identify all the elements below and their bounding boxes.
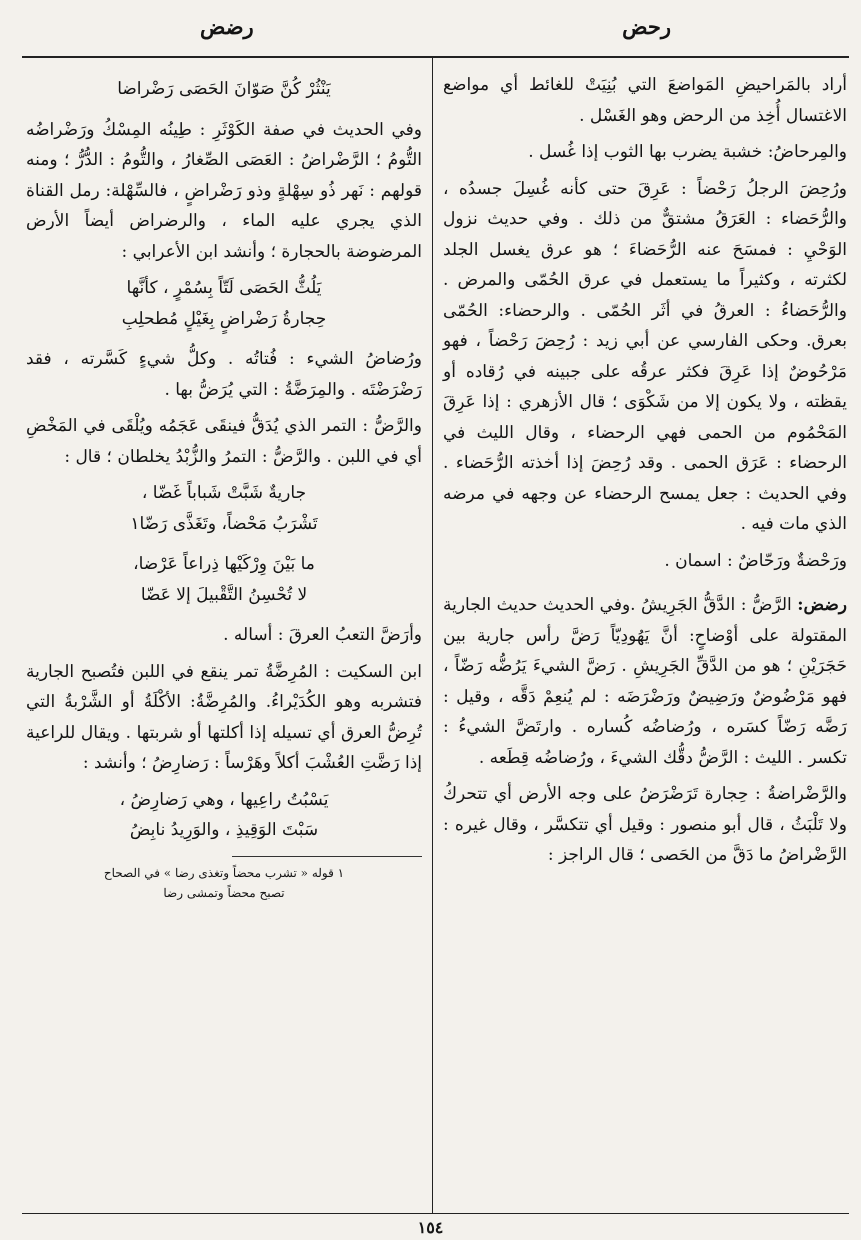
- paragraph: والرَّضُّ : التمر الذي يُدَقُّ فينقَى عَجَمُه ويُلْقَى في المَخْضِ أي في اللبن . والرَّضُّ : التمرُ والزُّبْدُ يخلطان ؛ قال :: [26, 416, 422, 467]
- entry-text: الرَّضُّ : الدَّقُّ الجَرِيشُ .وفي الحديث حديث الجارية المقتولة على أوْضاحٍ: أنَّ يَهُودِيّاً رَضَّ رأس جارية بين حَجَرَيْنِ ؛ هو من الدَّقِّ الجَرِيشِ . رَضَّ الشيءَ يَرُضُّه رَضّاً ، فهو مَرْضُوضٌ ورَضِيضٌ ورَضْرَضَه : لم يُنعِمْ دَقَّه ، وقيل : رَضَّه رَضّاً كسَره ، ورُضاضُه كُساره . وارتَضَّ الشيءُ : تكسر . الليث : الرَّضُّ دقُّك الشيءَ ، ورُضاضُه قِطَعه .: [443, 595, 847, 768]
- verse: [26, 549, 422, 610]
- verse-line: ما بَيْنَ وِرْكَيْها ذِراعاً عَرْضا،: [133, 554, 315, 574]
- running-head-left: رضض: [200, 14, 254, 39]
- paragraph: وأرَضَّ التعبُ العرقَ : أساله .: [223, 625, 422, 645]
- paragraph: ورُضاضُ الشيء : فُتاتُه . وكلُّ شيءٍ كَسَّرته ، فقد رَضْرَضْتَه . والمِرَضَّةُ : التي يُرَضُّ بها .: [26, 349, 422, 400]
- verse-line: يَسْبُتُ راعِيها ، وهي رَضارِضُ ،: [119, 789, 329, 810]
- paragraph: والرَّضْراضةُ : حِجارة تَرَضْرَضُ على وجه الأرض أي تتحركُ ولا تَلْبَثُ ، قال أبو منصور : وقيل أي تتكسَّر ، وقال غيره : الرَّضْراضُ ما دَقَّ من الحَصى ؛ قال الراجز :: [443, 784, 847, 865]
- verse-line: جاريةٌ شَبَّتْ شَباباً غَضّا ،: [141, 483, 307, 503]
- verse-line: يَنْثُرْ كُنَّ صَوّانَ الحَصَى رَضْراضا: [117, 79, 331, 99]
- footnote-rule: [232, 856, 422, 857]
- footnote: [26, 863, 422, 903]
- verse: [26, 74, 422, 105]
- page-number: ١٥٤: [417, 1218, 444, 1237]
- paragraph: ورُحِضَ الرجلُ رَحْضاً : عَرِقَ حتى كأنه غُسِلَ جسدُه ، والرُّحَضاء : العَرَقُ مشتقٌّ من ذلك . وفي حديث نزول الوَحْيِ : فمسَحَ عنه الرُّحَضاءَ ؛ هو عرق يغسل الجلد لكثرته ، وكثيراً ما يستعمل في عرق الحُمّى والمرض . والرُّحَضاءُ : العرقُ في أثَر الحُمّى . والرحضاء: الحُمّى بعرق. وحكى الفارسي عن أبي زيد : رُحِضَ رَحْضاً ، فهو مَرْحُوضٌ إذا عَرِقَ فكثر عرقُه على جبينه في رُقاده أو يقظته ، ولا يكون إلا من شَكْوَى ؛ قال الأزهري : إذا عَرِقَ المَحْمُوم من الحمى فهي الرحضاء ، وقال الليث في الرحضاء : عَرَق الحمى . وقد رُحِضَ إذا أخذته الرُّحَضاء . وفي الحديث : جعل يمسح الرحضاء عن وجهه في مرضه الذي مات فيه .: [443, 178, 847, 534]
- verse-line: يَلُثُّ الحَصَى لَتّاً بِسُمْرٍ ، كأنَّها: [126, 278, 322, 298]
- verse-line: لا تُحْسِنُ التَّقْبيلَ إلا عَضّا: [140, 584, 308, 605]
- verse: [26, 273, 422, 334]
- paragraph: ورَحْضةٌ ورَحّاضٌ : اسمان .: [664, 550, 847, 571]
- entry-paragraph: [443, 590, 847, 773]
- paragraph: وفي الحديث في صفة الكَوْثَرِ : طِينُه المِسْكُ ورَضْراضُه التُّومُ ؛ الرَّضْراضُ : العَصَى الصِّغارُ ، والتُّومُ : الدُّرُّ ؛ ومنه قولهم : نَهر ذُو سِهْلةٍ وذو رَضْراضٍ ، فالسِّهْلة: رمل القناة الذي يجري عليه الماء ، والرضراض أيضاً الأرض المرضوضة بالحجارة ؛ وأنشد ابن الأعرابي :: [26, 119, 422, 262]
- left-column: [26, 70, 422, 903]
- right-column: [443, 70, 847, 877]
- verse-line: سَبْتَ الوَقِيذِ ، والوَرِيدُ نابِضُ: [129, 820, 319, 840]
- running-head-right: رحض: [622, 14, 671, 39]
- paragraph: والمِرحاضُ: خشبة يضرب بها الثوب إذا غُسل .: [528, 142, 847, 162]
- verse: [26, 478, 422, 539]
- verse: [26, 785, 422, 846]
- paragraph: ابن السكيت : المُرِضَّةُ تمر ينقع في اللبن فتُصبح الجارية فتشربه وهو الكُدَيْراءُ. والمُرِضَّةُ: الأكْلَةُ أو الشَّرْبةُ التي تُرِضُّ العرق أي تسيله إذا أكلتها أو شربتها . ويقال للراعية إذا رَضَّتِ العُشْبَ أكلاً وهَرْساً : رَضارِضُ ؛ وأنشد :: [26, 661, 422, 773]
- paragraph: أراد بالمَراحيضِ المَواضعَ التي بُنِيَتْ للغائط أي مواضع الاغتسال أُخِذ من الرحض وهو الغَسْل .: [443, 75, 847, 126]
- footnote-line: تصبح محضاً وتمشى رضا: [163, 885, 285, 900]
- entry-headword: رضض:: [797, 595, 848, 615]
- column-divider: [432, 58, 433, 1213]
- footnote-line: ١ قوله « تشرب محضاً وتغذى رضا » في الصحاح: [103, 865, 345, 880]
- header-rule: [22, 56, 849, 58]
- footer-rule: [22, 1213, 849, 1214]
- verse-line: حِجارةُ رَضْراضٍ بِغَيْلٍ مُطحلِبِ: [121, 308, 327, 329]
- verse-line: تَشْرَبُ مَحْضاً، وتَغَذَّى رَضّا١: [130, 513, 318, 534]
